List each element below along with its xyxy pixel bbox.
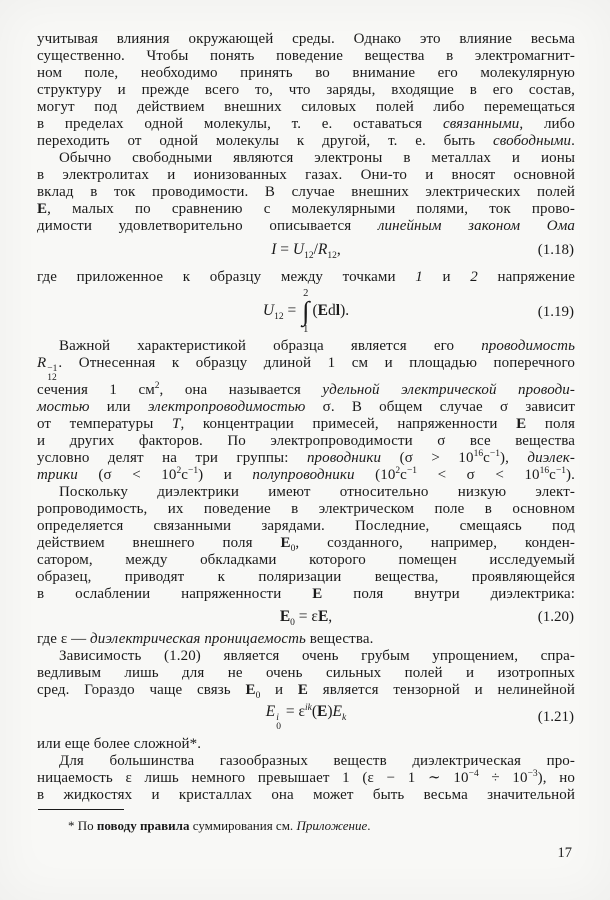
equation-1.19 xyxy=(37,288,575,335)
equation-number: (1.18) xyxy=(537,242,574,258)
text-line: E, малых по сравнению с молекулярными полями, ток прово- xyxy=(37,201,575,217)
text-line: существенно. Чтобы понять поведение вещества в электромагнит- xyxy=(37,48,575,64)
text-line: от температуры T, концентрации примесей, напряженности E поля xyxy=(37,416,575,432)
text-line: сечения 1 $см^2$, она называется удельной электрической проводи- xyxy=(37,381,575,398)
text-line: ропроводимость, их поведение в электрическом поле в основном xyxy=(37,501,575,517)
text-line: и других факторов. По электропроводимости σ все вещества xyxy=(37,433,575,449)
equation-1.20 xyxy=(37,608,575,629)
equation-number: (1.20) xyxy=(537,609,574,625)
page-number: 17 xyxy=(557,845,572,861)
text-line: образец, приводят к поляризации вещества, проявляющейся xyxy=(37,569,575,585)
text-line: могут под действием внешних силовых полей либо перемещаться xyxy=(37,99,575,115)
text-line: Поскольку диэлектрики имеют относительно низкую элект- xyxy=(59,484,575,500)
text-line: ведливым лишь для не очень сильных полей и изотропных xyxy=(37,665,575,681)
text-line: вклад в ток проводимости. В случае внешних электрических полей xyxy=(37,184,575,200)
equation-body: $U_{12}$ = 2 ∫ 1 (Edl). xyxy=(262,288,350,335)
page-text xyxy=(37,31,575,804)
footnote: * По поводу правила суммирования см. Приложение. xyxy=(68,818,371,833)
text-line: или еще более сложной*. xyxy=(37,736,202,752)
equation-1.21 xyxy=(37,703,575,731)
equation-number: (1.19) xyxy=(537,303,574,320)
text-line: учитывая влияния окружающей среды. Однако это влияние весьма xyxy=(37,31,575,47)
equation-body: E i 0 = $\varepsilon^{ik}(E)E_k$ xyxy=(265,702,347,732)
text-line: сатором, между обкладками которого помещен исследуемый xyxy=(37,552,575,568)
text-line: структуру и прежде всего то, что заряды, входящие в его состав, xyxy=(37,82,575,98)
equation-1.18 xyxy=(37,241,575,262)
equation-body: $I = U_{12}/R_{12}$, xyxy=(271,241,341,262)
equation-number: (1.21) xyxy=(537,709,574,725)
text-line: ном поле, необходимо принять во внимание его молекулярную xyxy=(37,65,575,81)
text-line: Важной характеристикой образца является его проводимость xyxy=(59,338,575,354)
text-line: мостью или электропроводимостью σ. В общем случае σ зависит xyxy=(37,399,575,415)
text-line: Зависимость (1.20) является очень грубым упрощением, спра- xyxy=(59,648,575,664)
footnote-rule xyxy=(38,809,124,810)
text-line: Обычно свободными являются электроны в металлах и ионы xyxy=(59,150,575,166)
text-line: Для большинства газообразных веществ диэлектрическая про- xyxy=(59,753,575,769)
text-line: переходить от одной молекулы к другой, т. е. быть свободными. xyxy=(37,133,575,149)
text-line: R −1 12 . Отнесенная к образцу длиной 1 см и площадью поперечного xyxy=(37,355,575,383)
equation-body: $E_0 = \varepsilon E$, xyxy=(279,608,333,629)
text-line: в жидкостях и кристаллах она может быть весьма значительной xyxy=(37,787,575,803)
text-line: в электролитах и ионизованных газах. Они-то и вносят основной xyxy=(37,167,575,183)
text-line: в пределах одной молекулы, т. е. оставаться связанными, либо xyxy=(37,116,575,132)
text-line: где приложенное к образцу между точками 1 и 2 напряжение xyxy=(37,269,575,285)
text-line: в ослаблении напряженности E поля внутри диэлектрика: xyxy=(37,586,575,602)
text-line: где ε — диэлектрическая проницаемость вещества. xyxy=(37,631,374,647)
text-line: ницаемость ε лишь немного превышает 1 (ε − 1 ∼ $10^{-4} \div 10^{-3}$), но xyxy=(37,769,576,786)
text-line: димости удовлетворительно описывается линейным законом Ома xyxy=(37,218,575,234)
text-line: определяется связанными зарядами. Последние, смещаясь под xyxy=(37,518,575,534)
text-line: трики $(\sigma < 10^2с^{-1})$ и полупроводники $(10^2с^{-1} < \sigma < 10^{16}с^{-1})$. xyxy=(37,466,575,483)
text-line: действием внешнего поля $E_0$, созданного, например, конден- xyxy=(37,535,576,554)
text-line: сред. Гораздо чаще связь $E_0$ и E является тензорной и нелинейной xyxy=(37,682,575,701)
text-line: условно делят на три группы: проводники $(\sigma > 10^{16}с^{-1})$, диэлек- xyxy=(37,449,576,466)
